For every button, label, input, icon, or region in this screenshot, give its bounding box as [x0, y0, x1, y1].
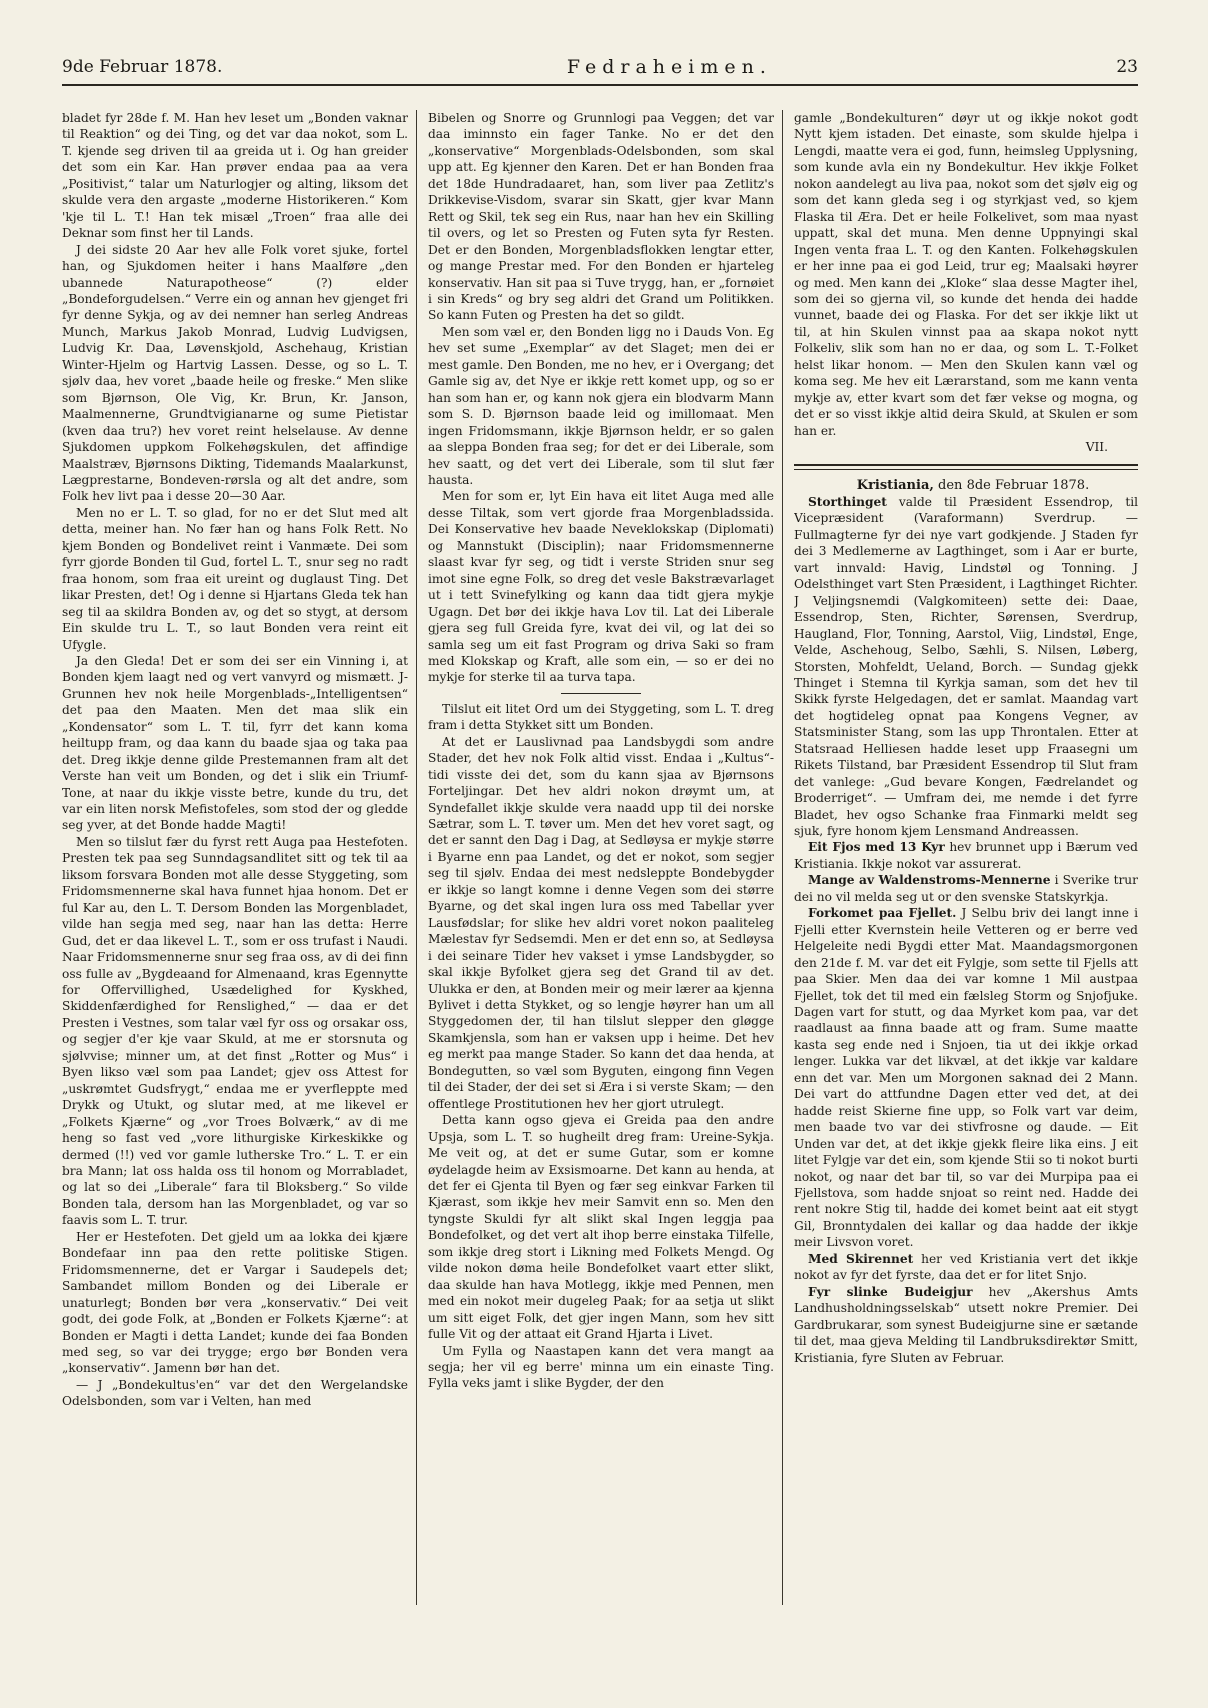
- column-1: [62, 110, 408, 1600]
- news-item: [794, 872, 1138, 905]
- paragraph: Men for som er, lyt Ein hava eit litet Auga med alle desse Tiltak, som vert gjorde fraa Morgenbladssida. Dei Konservative hev baade Neveklokskap (Diplomati) og Mannstukt (Disciplin); naar Fridomsmennerne slaast kvar fyr seg, og tidt i verste Striden snur seg imot sine egne Folk, so dreg det vesle Bakstrævarlaget ut i tett Svinefylking og kann daa tidt gjera mykje Ugagn. Det bør dei ikkje hava Lov til. Lat dei Liberale gjera seg full Greida fyre, kvat dei vil, og lat dei so samla seg um eit fast Program og driva Saki so fram med Klokskap og Kraft, alle som ein, — so er dei no mykje for sterke til aa turva tapa.: [428, 489, 774, 685]
- column-divider-2: [782, 110, 783, 1605]
- header-date: 9de Februar 1878.: [62, 57, 223, 77]
- paragraph: Her er Hestefoten. Det gjeld um aa lokka dei kjære Bondefaar inn paa den rette politiske Stigen. Fridomsmennerne, det er Vargar i Saudepels det; Sambandet millom Bonden og dei Liberale er unaturlegt; Bonden bør vera „konservativ.“ Dei veit godt, dei gode Folk, at „Bonden er Folkets Kjærne“: at Bonden er Magti i detta Landet; kunde dei faa Bonden med seg, so var dei trygge; ergo bør Bonden vera „konservativ“. Jamenn bør han det.: [62, 1229, 408, 1376]
- paragraph: Detta kann ogso gjeva ei Greida paa den andre Upsja, som L. T. so hugheilt dreg fram: Ureine-Sykja. Me veit og, at det er sume Gutar, som er komne øydelagde heim av Exsismoarne. Det kann au henda, at det fer ei Gjenta til Byen og fær seg einkvar Farken til Kjærast, som ikkje hev meir Samvit enn so. Men den tyngste Skuldi fyr alt slikt skal Ingen leggja paa Bondefolket, og det vert alt ihop berre einstaka Tilfelle, som ikkje dreg stort i Likning med Folkets Mengd. Og vilde nokon døma heile Bondefolket vaart etter slikt, daa skulde han hava Motlegg, ikkje med Pennen, men med ein nokot meir dugeleg Paak; for aa setja ut slikt um sitt eiget Folk, det gjer ingen Mann, som hev sitt fulle Vit og der attaat eit Grand Hjarta i Livet.: [428, 1113, 774, 1342]
- news-headline: Eit Fjos med 13 Kyr: [808, 840, 945, 855]
- section-rule-thick: [794, 464, 1138, 466]
- dateline: [794, 478, 1138, 494]
- article-signature: VII.: [1085, 440, 1108, 455]
- paragraph: Bibelen og Snorre og Grunnlogi paa Veggen; det var daa iminnsto ein fager Tanke. No er det den „konservative“ Morgenblads-Odelsbonden, som skal upp att. Eg kjenner den Karen. Det er han Bonden fraa det 18de Hundradaaret, han, som liver paa Zetlitz's Drikkevise-Visdom, svarar sin Skatt, gjer kvar Mann Rett og Skil, tek seg ein Rus, naar han hev ein Skilling til overs, og let so Presten og Futen syta fyr Resten. Det er den Bonden, Morgenbladsflokken lengtar etter, og mange Prestar med. For den Bonden er hjarteleg konservativ. Han sit paa si Tuve trygg, han, er „fornøiet i sin Kreds“ og bry seg aldri det Grand um Politikken. So kann Futen og Presten ha det so gildt.: [428, 111, 774, 323]
- paragraph: Um Fylla og Naastapen kann det vera mangt aa segja; her vil eg berre' minna um ein einaste Ting. Fylla veks jamt i slike Bygder, der den: [428, 1343, 774, 1391]
- header-rule: [62, 84, 1138, 86]
- paragraph: At det er Lauslivnad paa Landsbygdi som andre Stader, det hev nok Folk altid visst. Endaa i „Kultus“-tidi visste dei det, som du kann sjaa av Bjørnsons Forteljingar. Det hev aldri nokon drøymt um, at Syndefallet ikkje skulde vera naadd upp til dei norske Sætrar, som L. T. tøver um. Men det hev voret sagt, og det er sannt den Dag i Dag, at Sedløysa er mykje større i Byarne enn paa Landet, og det er nokot, som segjer seg til sjølv. Endaa dei mest nedsleppte Bondebygder er ikkje so langt komne i denne Vegen som dei større Byarne, og det skal ingen lura oss med Tabellar yver Lausfødslar; for slike hev aldri voret nokon paaliteleg Mælestav fyr Sedsemdi. Men er det enn so, at Sedløysa i dei seinare Tider hev vakset i ymse Landsbygder, so skal ikkje Byfolket gjera seg det Grand til av det. Ulukka er den, at Bonden meir og meir lærer aa kjenna Bylivet i detta Stykket, og so lengje høyrer han um all Styggedomen der, til han tilslut slepper den gløgge Skamkjensla, som han er vaksen upp i heime. Det hev eg merkt paa mange Stader. So kann det daa henda, at Bondegutten, so væl som Byguten, eingong finn Vegen til dei Stader, der dei set si Æra i si verste Skam; — den offentlege Prostitutionen hev her gjort utrulegt.: [428, 734, 774, 1111]
- news-body: hev brunnet upp i Bærum ved Kristiania. Ikkje nokot var assurerat.: [794, 840, 1138, 871]
- news-body: valde til Præsident Essendrop, til Vicepræsident (Varaformann) Sverdrup. — Fullmagterne fyr dei nye vart godkjende. J Staden fyr dei 3 Medlemerne av Lagthinget, som i Aar er burte, vart innvald: Havig, Lindstøl og Tonning. J Odelsthinget vart Sten Præsident, i Lagthinget Richter. J Veljingsnemdi (Valgkomiteen) sette dei: Daae, Essendrop, Sten, Richter, Sørensen, Sverdrup, Haugland, Flor, Tonning, Aarstol, Viig, Lindstøl, Enge, Velde, Aschehoug, Selbo, Sæhli, S. Nilsen, Løberg, Storsten, Mohfeldt, Ueland, Borch. — Sundag gjekk Thinget i Stemna til Kyrkja saman, som det hev til Skikk fyrste Helgedagen, det er samlat. Maandag vart det hogtideleg opnat paa Kongens Vegner, av Statsminister Stang, som las upp Throntalen. Etter at Statsraad Helliesen hadde leset upp Fraasegni um Rikets Tilstand, bar Præsident Essendrop til Slut fram det vanlege: „Gud bevare Kongen, Fædrelandet og Broderriget“. — Umfram dei, me nemde i det fyrre Bladet, hev ogso Schanke fraa Finmarki meldt seg sjuk, fyre honom kjem Lensmand Andreassen.: [794, 494, 1138, 839]
- news-item: [794, 905, 1138, 1251]
- news-item: [794, 1284, 1138, 1366]
- paragraph: J dei sidste 20 Aar hev alle Folk voret sjuke, fortel han, og Sjukdomen heiter i hans Maalføre „den ubannede Naturapotheose“ (?) elder „Bondeforgudelsen.“ Verre ein og annan hev gjenget fri fyr denne Sykja, og av dei nemner han serleg Andreas Munch, Markus Jakob Monrad, Ludvig Ludvigsen, Ludvig Kr. Daa, Løvenskjold, Aschehaug, Kristian Winter-Hjelm og Hartvig Lassen. Desse, og so L. T. sjølv daa, hev voret „baade heile og freske.“ Men slike som Bjørnson, Ole Vig, Kr. Brun, Kr. Janson, Maalmennerne, Grundtvigianarne og sume Pietistar (kven daa tru?) hev voret reint helselause. Av denne Sjukdomen uppkom Folkehøgskulen, det affindige Maalstræv, Bjørnsons Dikting, Tidemands Maalarkunst, Lægprestarne, Bondeven-rørsla og alt det andre, som Folk hev livt paa i desse 20—30 Aar.: [62, 242, 408, 504]
- paragraph: bladet fyr 28de f. M. Han hev leset um „Bonden vaknar til Reaktion“ og dei Ting, og det var daa nokot, som L. T. kjende seg driven til aa greida ut i. Og han greider det som ein Kar. Han prøver endaa paa aa vera „Positivist,“ talar um Naturlogjer og alting, liksom det skulde vera den argaste „moderne Historikeren.“ Kom 'kje til L. T.! Han tek misæl „Troen“ fraa alle dei Deknar som finst her til Lands.: [62, 111, 408, 241]
- masthead-title: Fedraheimen.: [566, 56, 772, 78]
- section-rule-thin: [794, 469, 1138, 470]
- news-item: [794, 494, 1138, 840]
- section-separator: [561, 693, 641, 694]
- news-item: [794, 1251, 1138, 1284]
- news-body: J Selbu briv dei langt inne i Fjelli etter Kvernstein heile Vetteren og er berre ved Helgeleite nedi Bygdi etter Mat. Maandagsmorgonen den 21de f. M. var det eit Fylgje, som sette til Fjells att paa Skier. Men daa dei var komne 1 Mil austpaa Fjellet, tok det til med ein fælsleg Storm og Snjofjuke. Dagen vart for stutt, og daa Myrket kom paa, var det raadlaust aa finna baade att og fram. Sume maatte kasta seg ende ned i Snjoen, tia ut dei ikkje orkad lenger. Lukka var det likvæl, at det ikkje var kaldare enn det var. Men um Morgonen saknad dei 2 Mann. Dei vart do attfundne Dagen etter ved det, at dei hadde reist Skierne fine upp, so Folk vart var deim, men baade tvo var dei stivfrosne og daude. — Eit Unden var det, at det ikkje gjekk fleire lika eins. J eit litet Fylgje var det ein, som kjende Stii so ti nokot burti nokot, og naar det bar til, so var dei Murpipa paa ei Fjellstova, som hadde snjoat so reint ned. Hadde dei rent nokre Stig til, hadde dei komet beint aat eit stygt Gil, Bronntydalen dei kallar og daa hadde der ikkje meir Livsvon voret.: [794, 906, 1138, 1250]
- column-divider-1: [416, 110, 417, 1605]
- page-number: 23: [1116, 57, 1138, 77]
- column-2: [428, 110, 774, 1600]
- news-headline: Med Skirennet: [808, 1251, 914, 1266]
- news-item: [794, 839, 1138, 872]
- column-3: [794, 110, 1138, 1600]
- paragraph: Tilslut eit litet Ord um dei Styggeting, som L. T. dreg fram i detta Stykket sitt um Bonden.: [428, 701, 774, 733]
- paragraph: gamle „Bondekulturen“ døyr ut og ikkje nokot godt Nytt kjem istaden. Det einaste, som skulde hjelpa i Lengdi, maatte vera ei god, funn, heimsleg Upplysning, som kunde avla ein ny Bondekultur. Hev ikkje Folket nokon aandelegt au liva paa, nokot som det sjølv eig og som det kann gleda seg i og styrkjast ved, so kjem Flaska til Æra. Det er heile Folkelivet, som maa nyast uppatt, skal det muna. Men denne Uppnyingi skal Ingen venta fraa L. T. og den Kanten. Folkehøgskulen er her inne paa ei god Leid, trur eg; Maalsaki høyrer og med. Men kann dei „Kloke“ slaa desse Magter ihel, som dei so gjerna vil, so kunde det henda dei hadde vunnet, baade dei og Flaska. For det ser ikkje likt ut til, at hin Skulen vinnst paa aa skapa nokot nytt Folkeliv, slik som han no er daa, og som L. T.-Folket helst likar honom. — Men den Skulen kann væl og koma seg. Me hev eit Lærarstand, som me kann venta mykje av, etter kvart som det fær vekse og mogna, og det er so visst ikkje altid deira Skuld, at Skulen er som han er.: [794, 111, 1138, 438]
- paragraph: Men no er L. T. so glad, for no er det Slut med alt detta, meiner han. No fær han og hans Folk Rett. No kjem Bonden og Bondelivet reint i Vanmæte. Dei som fyrr gjorde Bonden til Gud, fortel L. T., snur seg no radt fraa honom, som fraa eit ureint og duglaust Ting. Det likar Presten, det! Og i denne si Hjartans Gleda tek han seg til aa skildra Bonden av, og det so stygt, at dersom Ein skulde tru L. T., so laut Bonden vera reint eit Ufygle.: [62, 505, 408, 652]
- paragraph: Men so tilslut fær du fyrst rett Auga paa Hestefoten. Presten tek paa seg Sunndagsandlitet sitt og tek til aa liksom forsvara Bonden mot alle desse Styggeting, som Fridomsmennerne skal hava funnet hjaa honom. Det er ful Kar au, den L. T. Dersom Bonden las Morgenbladet, vilde han segja med seg, naar han las detta: Herre Gud, det er daa likevel L. T., som er oss trufast i Naudi. Naar Fridomsmennerne snur seg fraa oss, av di dei finn oss fulle av „Bygdeaand for Almenaand, kras Egennytte for Offervillighed, Usædelighed for Kyskhed, Skiddenfærdighed for Renslighed,“ — daa er det Presten i Vestnes, som talar væl fyr oss og orsakar oss, og segjer d'er kje vaar Skuld, at me er storsnuta og sjølvvise; minner um, at det finst „Rotter og Mus“ i Byen likso væl som paa Landet; gjev oss Attest for „uskrømtet Gudsfrygt,“ endaa me er yverfleppte med Drykk og Utukt, og slutar med, at me likevel er „Folkets Kjærne“ og „vor Troes Bolværk,“ av di me heng so fast ved „vore lithurgiske Kirkeskikke og dermed (!!) ved vor gamle lutherske Tro.“ L. T. er ein bra Mann; lat oss halda oss til honom og Morrabladet, og lat so dei „Liberale“ fara til Bloksberg.“ So vilde Bonden tala, dersom han las Morgenbladet, og var so faavis som L. T. trur.: [62, 834, 408, 1228]
- paragraph: — J „Bondekultus'en“ var det den Wergelandske Odelsbonden, som var i Velten, han med: [62, 1377, 408, 1409]
- dateline-place: Kristiania,: [856, 477, 934, 493]
- news-headline: Fyr slinke Budeigjur: [808, 1284, 973, 1299]
- dateline-date: den 8de Februar 1878.: [938, 477, 1090, 493]
- news-body: hev „Akershus Amts Landhusholdningsselskab“ utsett nokre Premier. Dei Gardbrukarar, som synest Budeigjurne sine er sætande til det, maa gjeva Melding til Landbruksdirektør Smitt, Kristiania, fyre Sluten av Februar.: [794, 1284, 1138, 1365]
- news-body: i Sverike trur dei no vil melda seg ut or den svenske Statskyrkja.: [794, 873, 1138, 904]
- running-head: [62, 52, 1138, 82]
- paragraph: Ja den Gleda! Det er som dei ser ein Vinning i, at Bonden kjem laagt ned og vert vanvyrd og mismætt. J-Grunnen hev nok heile Morgenblads-„Intelligentsen“ det paa den Maaten. Men det maa slik ein „Kondensator“ som L. T. til, fyrr det kann koma heiltupp fram, og daa kann du baade sjaa og taka paa det. Dreg ikkje denne gilde Prestemannen fram alt det Verste han veit um Bonden, og det i slik ein Triumf-Tone, at naar du ikkje visste betre, kunde du tru, det var ein liten norsk Mefistofeles, som stod der og gledde seg yver, at det Bonde hadde Magti!: [62, 653, 408, 833]
- news-headline: Forkomet paa Fjellet.: [808, 906, 957, 921]
- news-headline: Storthinget: [808, 494, 887, 509]
- paragraph: Men som væl er, den Bonden ligg no i Dauds Von. Eg hev set sume „Exemplar“ av det Slaget; men dei er mest gamle. Den Bonden, me no hev, er i Overgang; det Gamle sig av, det Nye er ikkje rett komet upp, og so er han som han er, og kann nok gjera ein blodvarm Mann som S. D. Bjørnson baade leid og imillomaat. Men ingen Fridomsmann, ikkje Bjørnson heldr, er so galen aa sleppa Bonden fraa seg; for det er dei Liberale, som hev saatt, og det vert dei Liberale, som til slut fær hausta.: [428, 324, 774, 487]
- news-headline: Mange av Waldenstroms-Mennerne: [808, 873, 1051, 888]
- news-body: her ved Kristiania vert det ikkje nokot av fyr det fyrste, daa det er for litet Snjo.: [794, 1251, 1138, 1283]
